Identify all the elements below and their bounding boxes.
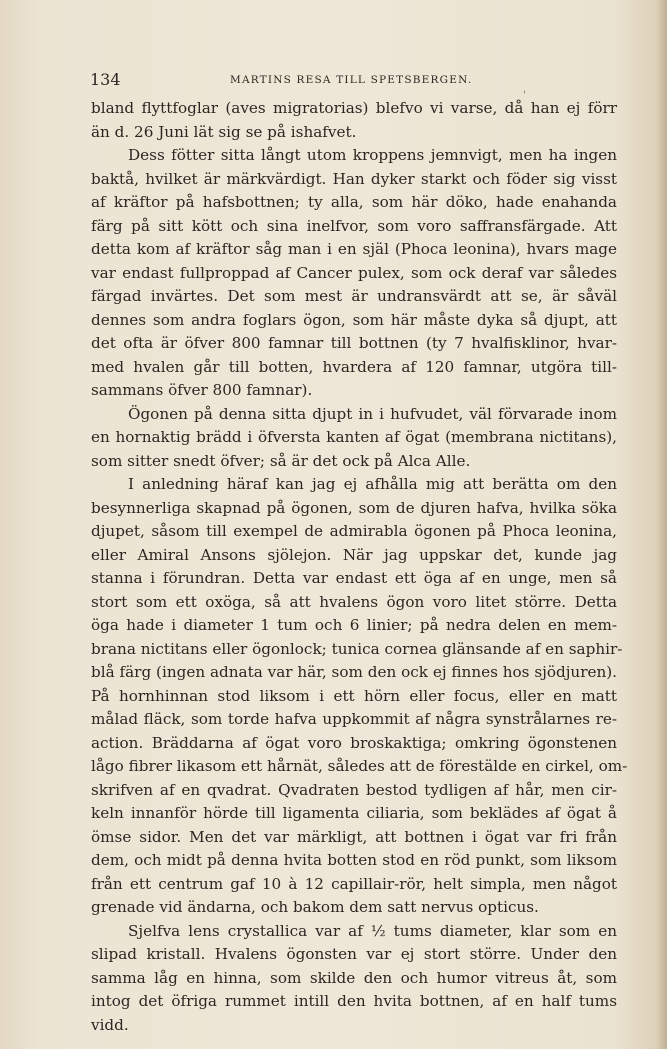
body-text	[91, 97, 628, 1037]
text-line: bland flyttfoglar (aves migratorias) blefvo vi varse, då han ej förr	[91, 99, 617, 117]
text-line: Dess fötter sitta långt utom kroppens jemnvigt, men ha ingen	[128, 146, 617, 164]
text-line: Sjelfva lens crystallica var af ½ tums diameter, klar som en	[128, 921, 617, 940]
text-line: På hornhinnan stod liksom i ett hörn eller focus, eller en matt	[91, 686, 617, 705]
text-line: dennes som andra foglars ögon, som här måste dyka så djupt, att	[91, 310, 617, 329]
text-line: intog det öfriga rummet intill den hvita bottnen, af en half tums	[91, 992, 617, 1010]
text-line: var endast fullproppad af Cancer pulex, som ock deraf var således	[91, 263, 617, 282]
text-line: från ett centrum gaf 10 à 12 capillair-rör, helt simpla, men något	[91, 874, 617, 893]
text-line: brana nictitans eller ögonlock; tunica cornea glänsande af en saphir-	[91, 639, 623, 658]
text-line: slipad kristall. Hvalens ögonsten var ej stort större. Under den	[91, 945, 617, 963]
text-line: färg på sitt kött och sina inelfvor, som voro saffransfärgade. Att	[91, 216, 617, 235]
page-header	[90, 70, 617, 101]
text-line: grenade vid ändarna, och bakom dem satt nervus opticus.	[91, 898, 539, 916]
text-line: färgad invärtes. Det som mest är undransvärdt att se, är såväl	[91, 287, 617, 305]
text-line: djupet, såsom till exempel de admirabla ögonen på Phoca leonina,	[91, 522, 617, 540]
page-edge-shadow	[657, 0, 667, 1049]
print-mark: '	[523, 90, 526, 101]
text-line: målad fläck, som torde hafva uppkommit af några synstrålarnes re-	[91, 710, 617, 728]
text-line: stort som ett oxöga, så att hvalens ögon voro litet större. Detta	[91, 592, 617, 611]
text-line: det ofta är öfver 800 famnar till bottnen (ty 7 hvalfisklinor, hvar-	[91, 334, 617, 352]
text-line: keln innanför hörde till ligamenta ciliaria, som beklädes af ögat å	[91, 804, 617, 822]
text-line: dem, och midt på denna hvita botten stod en röd punkt, som liksom	[91, 851, 617, 869]
text-line: I anledning häraf kan jag ej afhålla mig att berätta om den	[128, 475, 617, 493]
text-line: Ögonen på denna sitta djupt in i hufvudet, väl förvarade inom	[128, 404, 617, 423]
text-line: action. Bräddarna af ögat voro broskaktiga; omkring ögonstenen	[91, 733, 617, 752]
text-line: samma låg en hinna, som skilde den och humor vitreus åt, som	[91, 968, 617, 987]
text-line: blå färg (ingen adnata var här, som den ock ej finnes hos sjödjuren).	[91, 663, 617, 681]
text-line: med hvalen går till botten, hvardera af 120 famnar, utgöra till-	[91, 357, 617, 376]
running-title: MARTINS RESA TILL SPETSBERGEN.	[230, 74, 473, 86]
text-line: öga hade i diameter 1 tum och 6 linier; på nedra delen en mem-	[91, 616, 617, 634]
text-line: af kräftor på hafsbottnen; ty alla, som här döko, hade enahanda	[91, 193, 617, 211]
text-line: vidd.	[91, 1015, 129, 1034]
text-line: som sitter snedt öfver; så är det ock på Alca Alle.	[91, 451, 471, 470]
text-line: baktå, hvilket är märkvärdigt. Han dyker starkt och föder sig visst	[91, 169, 617, 188]
text-line: stanna i förundran. Detta var endast ett öga af en unge, men så	[91, 569, 617, 587]
text-line: besynnerliga skapnad på ögonen, som de djuren hafva, hvilka söka	[91, 498, 617, 517]
text-line: sammans öfver 800 famnar).	[91, 381, 313, 399]
text-line: detta kom af kräftor såg man i en själ (Phoca leonina), hvars mage	[91, 240, 617, 258]
text-line: än d. 26 Juni lät sig se på ishafvet.	[91, 122, 357, 141]
page-number: 134	[90, 70, 121, 89]
text-line: en hornaktig brädd i öfversta kanten af ögat (membrana nictitans),	[91, 428, 617, 446]
text-line: lågo fibrer likasom ett hårnät, således att de förestälde en cirkel, om-	[91, 757, 628, 775]
text-line: ömse sidor. Men det var märkligt, att bottnen i ögat var fri från	[91, 827, 617, 846]
text-line: skrifven af en qvadrat. Qvadraten bestod tydligen af hår, men cir-	[91, 780, 617, 799]
text-line: eller Amiral Ansons sjölejon. När jag uppskar det, kunde jag	[91, 545, 617, 564]
